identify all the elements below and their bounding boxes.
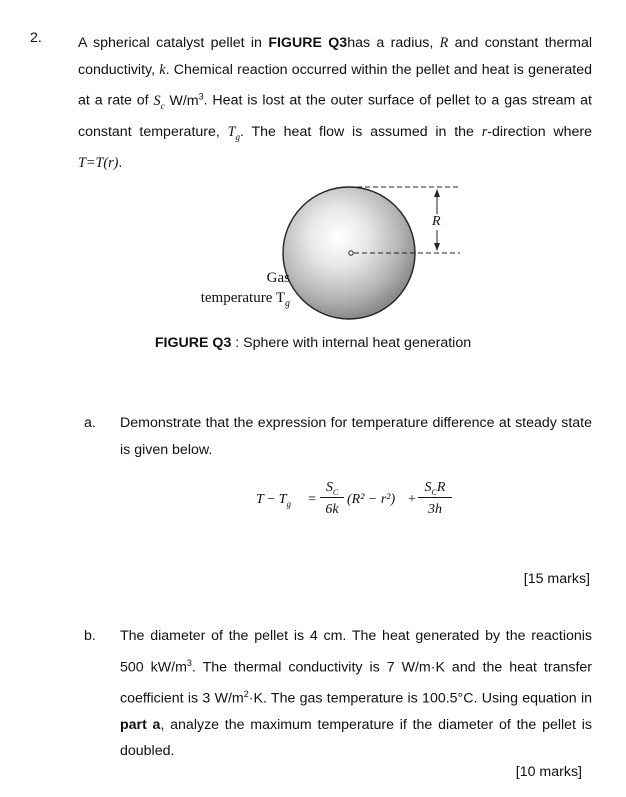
part-a-text: Demonstrate that the expression for temperature difference at steady state is given below.	[120, 415, 592, 458]
intro-text-2: has a radius,	[347, 35, 440, 51]
symbol-Tg: $T_g$	[227, 124, 240, 142]
gas-label	[160, 268, 290, 314]
eq-plus: +	[408, 492, 416, 507]
caption-text: : Sphere with internal heat generation	[231, 335, 472, 351]
eq-frac1-den: 6k	[325, 502, 339, 517]
symbol-T-eq: T=T(r)	[78, 155, 119, 172]
symbol-Sc: $S_c$	[153, 92, 165, 111]
symbol-R: R	[439, 35, 449, 51]
part-b-marks: [10 marks]	[515, 764, 582, 780]
intro-text-4: . Chemical reaction occurred within the pellet and heat is generated at a rate of	[78, 61, 592, 109]
intro-text-5: . Heat is lost at the outer surface of pellet to a gas stream at constant temperature,	[78, 92, 592, 141]
symbol-k: k	[159, 61, 166, 78]
eq-paren: (R² − r²)	[347, 492, 396, 507]
part-a-letter: a.	[84, 415, 96, 431]
caption-label: FIGURE Q3	[154, 335, 232, 351]
part-a-ref: part a	[120, 716, 161, 733]
eq-lhs: $T - T_g$	[256, 492, 291, 509]
intro-text-3: and constant thermal conductivity,	[78, 35, 592, 78]
unit-wm3: $W/m^3$	[164, 91, 204, 109]
question-number: 2.	[30, 30, 42, 46]
intro-end: .	[118, 155, 123, 172]
dimension-arrow-down	[434, 243, 440, 251]
figure-ref: FIGURE Q3	[268, 35, 348, 51]
intro-text-7: -direction where	[487, 124, 592, 141]
dimension-arrow-up	[434, 189, 440, 197]
sphere-center	[349, 251, 353, 255]
part-b-letter: b.	[84, 628, 96, 644]
figure-caption	[0, 335, 626, 351]
radius-label: R	[432, 214, 441, 229]
part-b-text: The diameter of the pellet is 4 cm. The heat generated by the reactionis 500 $kW/m^3$. The thermal conductivity is 7 W/m·K and the heat transfer coefficient is 3 $W/m^2\cdot K$. The gas temperature is 100.5°C. Using equation in part a, analyze the maximum temperature if the diameter of the pellet is doubled.	[120, 628, 593, 760]
gas-label-line2: temperature $T_g$	[200, 290, 290, 309]
eq-frac2-den: 3h	[428, 502, 442, 517]
eq-frac2-num: $S_CR$	[418, 480, 452, 498]
symbol-r: r	[481, 124, 488, 141]
intro-text-1: A spherical catalyst pellet in	[78, 35, 269, 51]
gas-label-line1: Gas	[266, 270, 290, 286]
sphere-figure	[0, 0, 626, 330]
part-a-marks: [15 marks]	[523, 571, 590, 587]
eq-frac1-num: $S_C$	[320, 480, 344, 498]
intro-text-6: . The heat flow is assumed in the	[240, 124, 482, 141]
eq-equals: =	[308, 492, 316, 507]
equation	[256, 480, 496, 530]
